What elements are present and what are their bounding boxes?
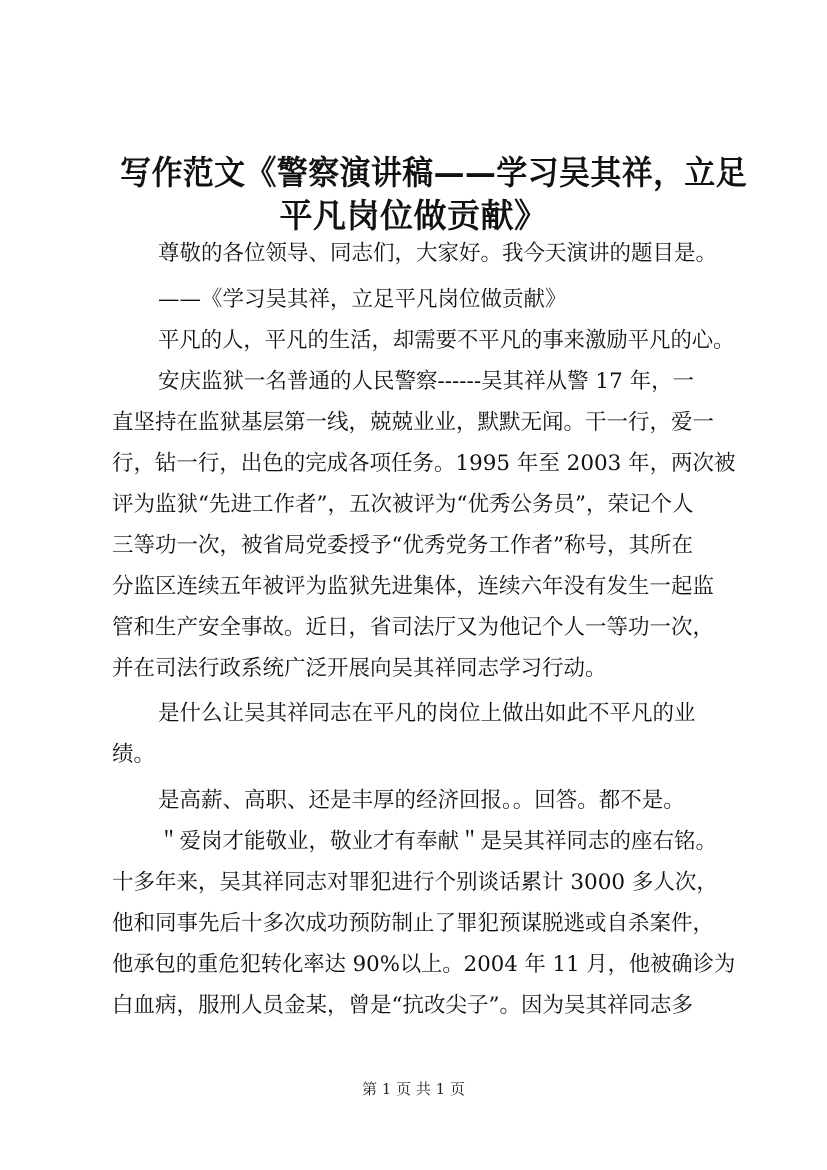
body-line: 绩。 [112,742,156,767]
body-line: 安庆监狱一名普通的人民警察------吴其祥从警 17 年，一 [158,369,695,394]
body-line: 行，钻一行，出色的完成各项任务。1995 年至 2003 年，两次被 [112,451,736,476]
body-line: 尊敬的各位领导、同志们，大家好。我今天演讲的题目是。 [158,241,718,266]
body-line: 分监区连续五年被评为监狱先进集体，连续六年没有发生一起监 [112,574,715,599]
body-line: 并在司法行政系统广泛开展向吴其祥同志学习行动。 [112,656,607,681]
body-line: 十多年来，吴其祥同志对罪犯进行个别谈话累计 3000 多人次， [112,870,718,895]
body-line: 三等功一次，被省局党委授予“优秀党务工作者”称号，其所在 [112,533,693,558]
document-title-line-1: 写作范文《警察演讲稿——学习吴其祥，立足 [120,153,748,192]
body-line: ——《学习吴其祥，立足平凡岗位做贡献》 [158,287,567,312]
body-line: ＂爱岗才能敬业，敬业才有奉献＂是吴其祥同志的座右铭。 [158,829,718,854]
body-line: 他承包的重危犯转化率达 90%以上。2004 年 11 月，他被确诊为 [112,952,736,977]
body-line: 白血病，服刑人员金某，曾是“抗改尖子”。因为吴其祥同志多 [112,993,693,1018]
body-line: 他和同事先后十多次成功预防制止了罪犯预谋脱逃或自杀案件， [112,911,715,936]
body-line: 平凡的人，平凡的生活，却需要不平凡的事来激励平凡的心。 [158,328,735,353]
body-line: 评为监狱“先进工作者”，五次被评为“优秀公务员”，荣记个人 [112,492,694,517]
page-footer: 第 1 页 共 1 页 [362,1080,465,1098]
body-line: 是高薪、高职、还是丰厚的经济回报。。回答。都不是。 [158,788,685,813]
body-line: 管和生产安全事故。近日，省司法厅又为他记个人一等功一次， [112,615,715,640]
body-line: 直坚持在监狱基层第一线，兢兢业业，默默无闻。干一行，爱一 [112,410,715,435]
body-line: 是什么让吴其祥同志在平凡的岗位上做出如此不平凡的业 [158,701,696,726]
document-title-line-2: 平凡岗位做贡献》 [279,196,548,235]
